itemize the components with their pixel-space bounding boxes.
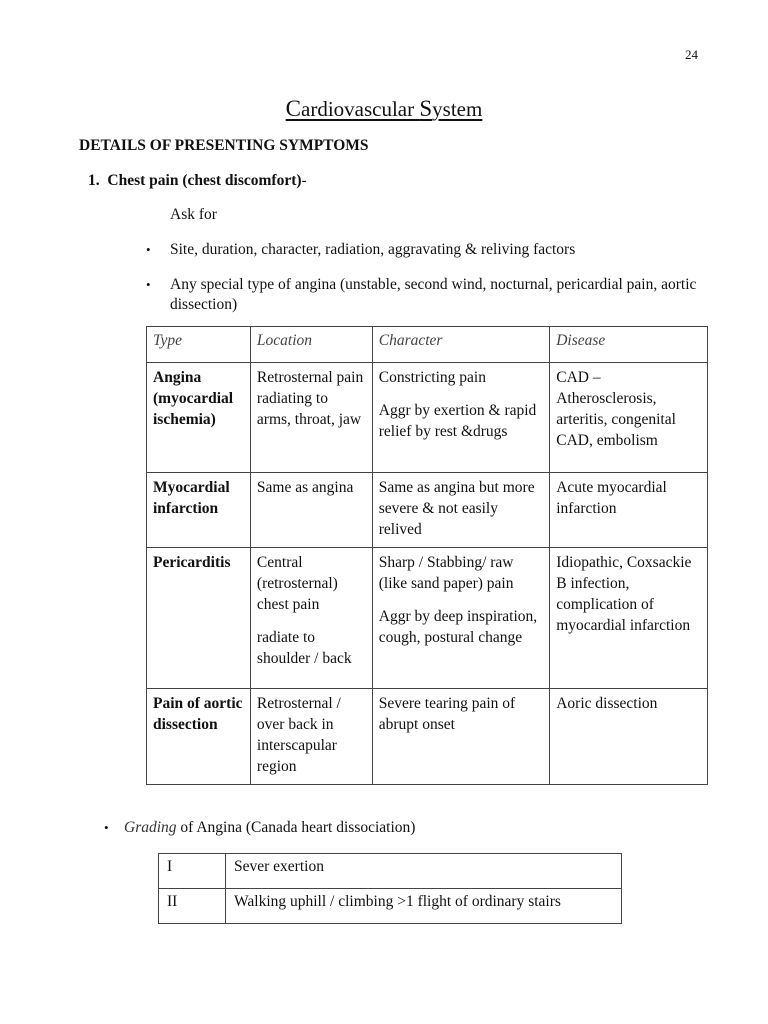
list-item (146, 275, 706, 315)
cell-type: Pain of aortic dissection (147, 689, 251, 785)
chest-pain-table (146, 326, 708, 785)
header-character: Character (372, 327, 549, 363)
cell-location: Same as angina (250, 473, 372, 548)
cell-disease: Aoric dissection (550, 689, 708, 785)
bullet-icon: • (104, 820, 109, 835)
cell-character: Severe tearing pain of abrupt onset (372, 689, 549, 785)
title-part-2: ystem (432, 97, 483, 121)
grading-text (124, 819, 415, 837)
page-number: 24 (685, 47, 698, 62)
grading-italic: Grading (124, 819, 177, 836)
cell-line: Aggr by exertion & rapid relief by rest &drugs (378, 402, 537, 440)
grade-description: Sever exertion (226, 854, 622, 889)
cell-type: Myocardial infarction (147, 473, 251, 548)
cell-location (250, 548, 372, 689)
header-location: Location (250, 327, 372, 363)
list-item (146, 240, 706, 260)
angina-grading-table (158, 853, 622, 924)
grading-bullet (104, 819, 415, 837)
grade-cell: I (159, 854, 226, 889)
item-label-paren: (chest discomfort) (182, 172, 302, 189)
item-label: Chest pain (107, 172, 179, 189)
cell-line: Aggr by deep inspiration, cough, postural change (378, 608, 538, 646)
cell-character: Same as angina but more severe & not easily relived (372, 473, 549, 548)
cell-line: radiate to shoulder / back (256, 629, 352, 667)
ask-for-label: Ask for (170, 206, 217, 223)
bullet-text: Site, duration, character, radiation, aggravating & reliving factors (170, 241, 576, 258)
item-suffix: - (301, 172, 307, 189)
cell-disease: Acute myocardial infarction (550, 473, 708, 548)
cell-disease: CAD – Atherosclerosis, arteritis, congenital CAD, embolism (550, 363, 708, 473)
grade-description: Walking uphill / climbing >1 flight of ordinary stairs (226, 889, 622, 924)
section-heading: DETAILS OF PRESENTING SYMPTOMS (79, 137, 369, 154)
ask-for-bullet-list (146, 240, 706, 330)
header-disease: Disease (550, 327, 708, 363)
cell-type: Angina (myocardial ischemia) (147, 363, 251, 473)
cell-line: Central (retrosternal) chest pain (256, 554, 338, 613)
grade-cell: II (159, 889, 226, 924)
page-title (0, 96, 768, 122)
table-row (147, 689, 708, 785)
item-number: 1. (88, 172, 100, 189)
cell-type: Pericarditis (147, 548, 251, 689)
bullet-icon: • (146, 277, 151, 292)
cell-disease: Idiopathic, Coxsackie B infection, complication of myocardial infarction (550, 548, 708, 689)
numbered-item-chest-pain (88, 172, 307, 190)
table-row (147, 473, 708, 548)
cell-character (372, 548, 549, 689)
table-row (147, 363, 708, 473)
title-part-1: ardiovascular (301, 97, 420, 121)
table-row (159, 889, 622, 924)
table-row (147, 548, 708, 689)
table-header-row (147, 327, 708, 363)
title-initial-s: S (419, 96, 433, 121)
bullet-text: Any special type of angina (unstable, second wind, nocturnal, pericardial pain, aortic dissection) (170, 276, 697, 313)
cell-line: Sharp / Stabbing/ raw (like sand paper) pain (378, 554, 514, 592)
table-row (159, 854, 622, 889)
cell-location: Retrosternal pain radiating to arms, throat, jaw (250, 363, 372, 473)
cell-character (372, 363, 549, 473)
cell-line: Constricting pain (378, 369, 486, 386)
grading-rest: of Angina (Canada heart dissociation) (176, 819, 416, 836)
bullet-icon: • (146, 242, 151, 257)
title-initial-c: C (285, 96, 301, 121)
header-type: Type (147, 327, 251, 363)
cell-location: Retrosternal / over back in interscapular region (250, 689, 372, 785)
